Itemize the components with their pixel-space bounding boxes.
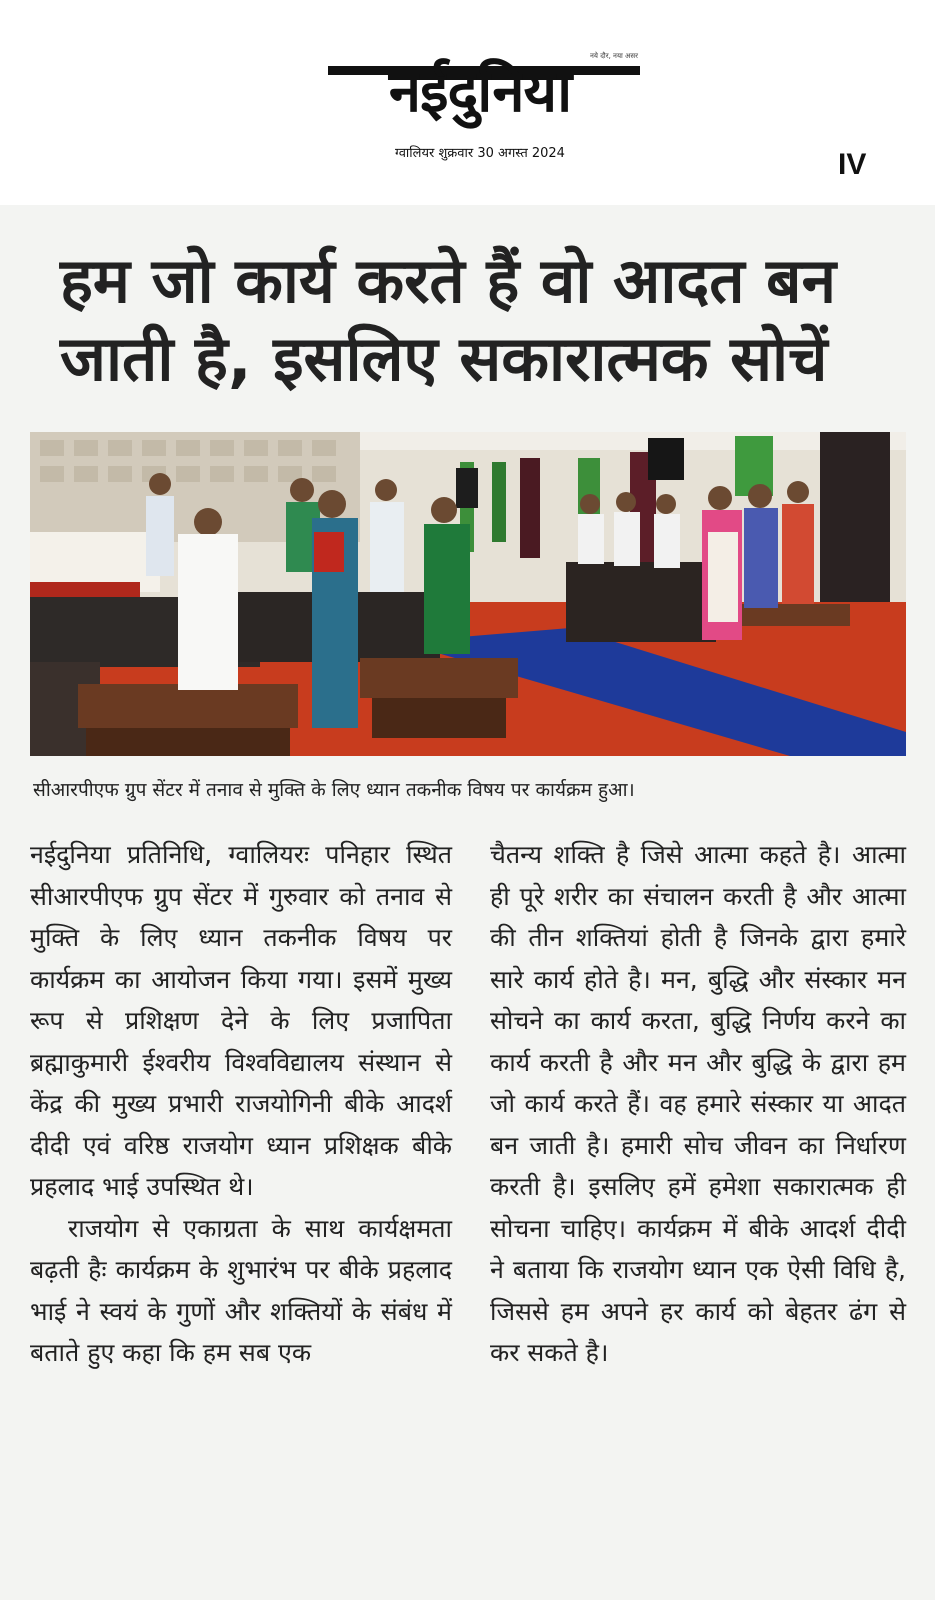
- photo-caption: सीआरपीएफ ग्रुप सेंटर में तनाव से मुक्ति के लिए ध्यान तकनीक विषय पर कार्यक्रम हुआ।: [33, 779, 635, 801]
- newspaper-masthead: [0, 0, 935, 205]
- article-headline: हम जो कार्य करते हैं वो आदत बन जाती है, इसलिए सकारात्मक सोचें: [60, 244, 836, 395]
- dateline: ग्वालियर शुक्रवार 30 अगस्त 2024: [395, 146, 565, 161]
- article-column-1: [30, 834, 452, 1374]
- article-paragraph: चैतन्य शक्ति है जिसे आत्मा कहते है। आत्मा ही पूरे शरीर का संचालन करती है और आत्मा की तीन शक्तियां होती है जिनके द्वारा हमारे सारे कार्य होते है। मन, बुद्धि और संस्कार मन सोचने का कार्य करता, बुद्धि निर्णय करने का कार्य करती है और मन और बुद्धि के द्वारा हम जो कार्य करते हैं। वह हमारे संस्कार या आदत बन जाती है। हमारी सोच जीवन का निर्धारण करती है। इसलिए हमें हमेशा सकारात्मक ही सोचना चाहिए। कार्यक्रम में बीके आदर्श दीदी ने बताया कि राजयोग ध्यान एक ऐसी विधि है, जिससे हम अपने हर कार्य को बेहतर ढंग से कर सकते है।: [490, 840, 906, 1367]
- newspaper-logo: [320, 52, 640, 124]
- logo-tagline: नये दौर, नया असर: [590, 52, 638, 60]
- page-number: IV: [838, 148, 867, 181]
- event-photo: [30, 432, 906, 756]
- article-paragraph: राजयोग से एकाग्रता के साथ कार्यक्षमता बढ़ती हैः कार्यक्रम के शुभारंभ पर बीके प्रहलाद भाई ने स्वयं के गुणों और शक्तियों के संबंध में बताते हुए कहा कि हम सब एक: [30, 1213, 452, 1367]
- article-paragraph: नईदुनिया प्रतिनिधि, ग्वालियरः पनिहार स्थित सीआरपीएफ ग्रुप सेंटर में गुरुवार को तनाव से मुक्ति के लिए ध्यान तकनीक विषय पर कार्यक्रम का आयोजन किया गया। इसमें मुख्य रूप से प्रशिक्षण देने के लिए प्रजापिता ब्रह्माकुमारी ईश्वरीय विश्वविद्यालय संस्थान से केंद्र की मुख्य प्रभारी राजयोगिनी बीके आदर्श दीदी एवं वरिष्ठ राजयोग ध्यान प्रशिक्षक बीके प्रहलाद भाई उपस्थित थे।: [30, 840, 452, 1201]
- article-column-2: [490, 834, 906, 1374]
- event-photo-illustration: [30, 432, 906, 756]
- logo-text: नईदुनिया: [388, 57, 572, 125]
